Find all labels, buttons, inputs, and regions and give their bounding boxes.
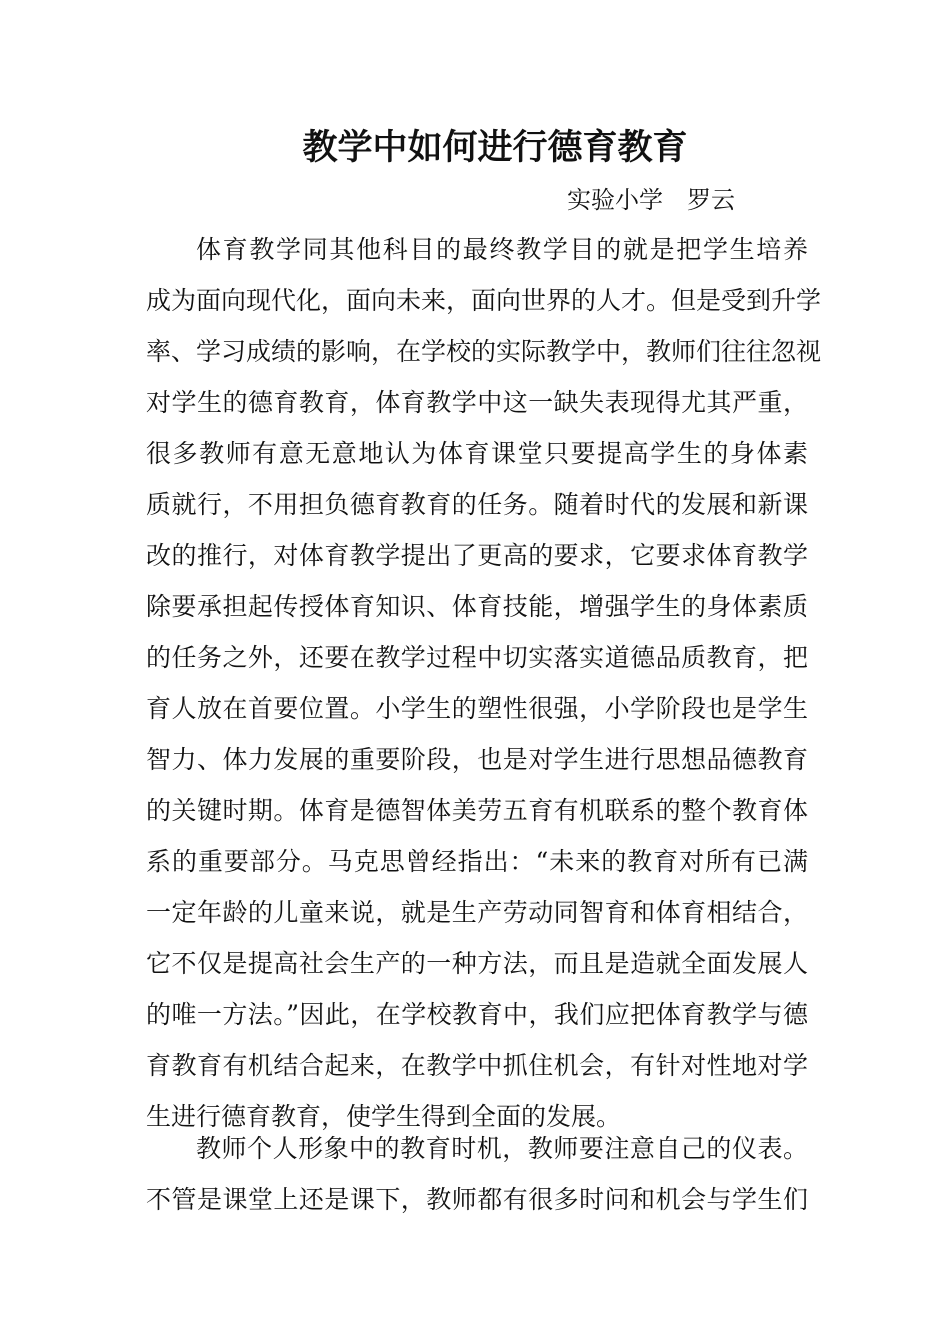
paragraph-2 xyxy=(146,1129,808,1231)
paragraph-1 xyxy=(146,230,822,1148)
paragraph-line: 的关键时期。体育是德智体美劳五育有机联系的整个教育体 xyxy=(146,796,808,825)
paragraph-line: 的任务之外，还要在教学过程中切实落实道德品质教育，把 xyxy=(146,643,808,672)
paragraph-line: 育人放在首要位置。小学生的塑性很强，小学阶段也是学生 xyxy=(146,694,808,723)
paragraph-line: 系的重要部分。马克思曾经指出：“未来的教育对所有已满 xyxy=(146,847,808,876)
paragraph-line: 除要承担起传授体育知识、体育技能，增强学生的身体素质 xyxy=(146,592,808,621)
paragraph-line: 不管是课堂上还是课下，教师都有很多时问和机会与学生们 xyxy=(146,1185,808,1214)
document-title: 教学中如何进行德育教育 xyxy=(302,128,688,168)
paragraph-line: 很多教师有意无意地认为体育课堂只要提高学生的身体素 xyxy=(146,439,808,468)
paragraph-line: 它不仅是提高社会生产的一种方法，而且是造就全面发展人 xyxy=(146,949,808,978)
paragraph-line: 率、学习成绩的影响，在学校的实际教学中，教师们往往忽视 xyxy=(146,337,822,366)
paragraph-line: 改的推行，对体育教学提出了更高的要求，它要求体育教学 xyxy=(146,541,808,570)
paragraph-line: 一定年龄的儿童来说，就是生产劳动同智育和体育相结合， xyxy=(146,898,808,927)
paragraph-line: 质就行，不用担负德育教育的任务。随着时代的发展和新课 xyxy=(146,490,808,519)
paragraph-line: 智力、体力发展的重要阶段，也是对学生进行思想品德教育 xyxy=(146,745,808,774)
paragraph-line: 对学生的德育教育，体育教学中这一缺失表现得尤其严重， xyxy=(146,388,808,417)
paragraph-line: 成为面向现代化，面向未来，面向世界的人才。但是受到升学 xyxy=(146,286,822,315)
author-line: 实验小学 罗云 xyxy=(567,186,735,214)
paragraph-line: 生进行德育教育，使学生得到全面的发展。 xyxy=(146,1102,622,1131)
paragraph-line: 体育教学同其他科目的最终教学目的就是把学生培养 xyxy=(196,235,808,264)
paragraph-line: 的唯一方法。”因此，在学校教育中，我们应把体育教学与德 xyxy=(146,1000,808,1029)
paragraph-line: 教师个人形象中的教育时机，教师要注意自己的仪表。 xyxy=(196,1134,808,1163)
paragraph-line: 育教育有机结合起来，在教学中抓住机会，有针对性地对学 xyxy=(146,1051,808,1080)
